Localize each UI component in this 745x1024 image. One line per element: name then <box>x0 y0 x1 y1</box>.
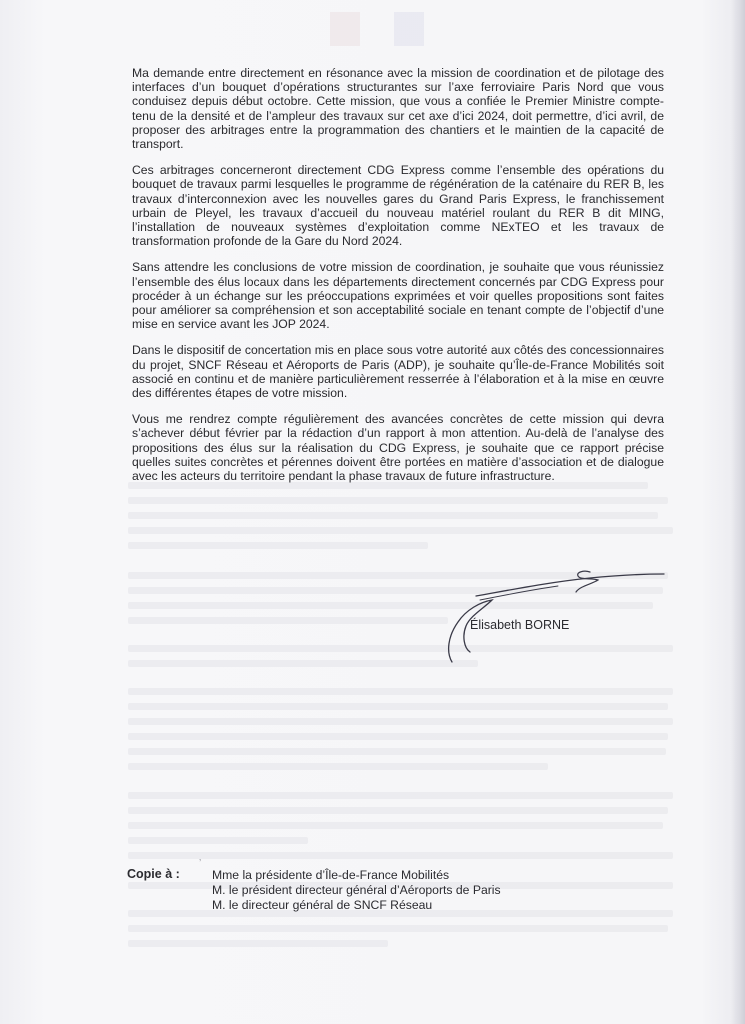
paragraph-5: Vous me rendrez compte régulièrement des avancées concrètes de cette mission qui devra s’achever début février par la rédaction d’un rapport à mon attention. Au-delà de l’analyse des propositions des élus sur la réalisation du CDG Express, je souhaite que ce rapport précise quelles suites concrètes et pérennes doivent être portées en matière d’association et de dialogue avec les acteurs du territoire pendant la phase travaux de future infrastructure. <box>132 412 664 484</box>
handwritten-signature <box>440 566 670 666</box>
small-tick-mark: ’ <box>199 858 202 869</box>
letterhead-faint-mark <box>318 6 436 50</box>
paragraph-2: Ces arbitrages concerneront directement CDG Express comme l’ensemble des opérations du bouquet de travaux parmi lesquelles le programme de régénération de la caténaire du RER B, les travaux d’interconnexion avec les nouvelles gares du Grand Paris Express, le franchissement urbain de Pleyel, les travaux d’accueil du nouveau matériel roulant du RER B dit MING, l’installation de nouveaux systèmes d’exploitation comme NExTEO et les travaux de transformation profonde de la Gare du Nord 2024. <box>132 163 664 249</box>
paragraph-4: Dans le dispositif de concertation mis en place sous votre autorité aux côtés des concessionnaires du projet, SNCF Réseau et Aéroports de Paris (ADP), je souhaite qu’Île-de-France Mobilités soit associé en continu et de manière particulièrement resserrée à l’élaboration et à la mise en œuvre des différentes étapes de votre mission. <box>132 343 664 401</box>
letter-body <box>132 66 664 495</box>
paragraph-3: Sans attendre les conclusions de votre mission de coordination, je souhaite que vous réunissiez l’ensemble des élus locaux dans les départements directement concernés par CDG Express pour procéder à un échange sur les préoccupations exprimées et voir quelles propositions sont faites pour améliorer sa compréhension et son acceptabilité sociale en tenant compte de l’objectif d’une mise en service avant les JOP 2024. <box>132 260 664 332</box>
paragraph-1: Ma demande entre directement en résonance avec la mission de coordination et de pilotage des interfaces d’un bouquet d’opérations structurantes sur l’axe ferroviaire Paris Nord que vous conduisez depuis début octobre. Cette mission, que vous a confiée le Premier Ministre compte-tenu de la densité et de l’ampleur des travaux sur cet axe d’ici 2024, doit permettre, d’ici avril, de proposer des arbitrages entre la programmation des chantiers et le maintien de la capacité de transport. <box>132 66 664 152</box>
copie-label: Copie à : <box>127 867 180 881</box>
recipient-item: M. le directeur général de SNCF Réseau <box>212 898 433 912</box>
signature-block <box>440 566 670 666</box>
page-edge-shadow <box>731 0 745 1024</box>
signatory-name: Élisabeth BORNE <box>470 618 570 632</box>
recipient-item: Mme la présidente d’Île-de-France Mobilités <box>212 868 450 882</box>
copie-recipients <box>212 868 501 913</box>
recipient-item: M. le président directeur général d’Aéroports de Paris <box>212 883 501 897</box>
